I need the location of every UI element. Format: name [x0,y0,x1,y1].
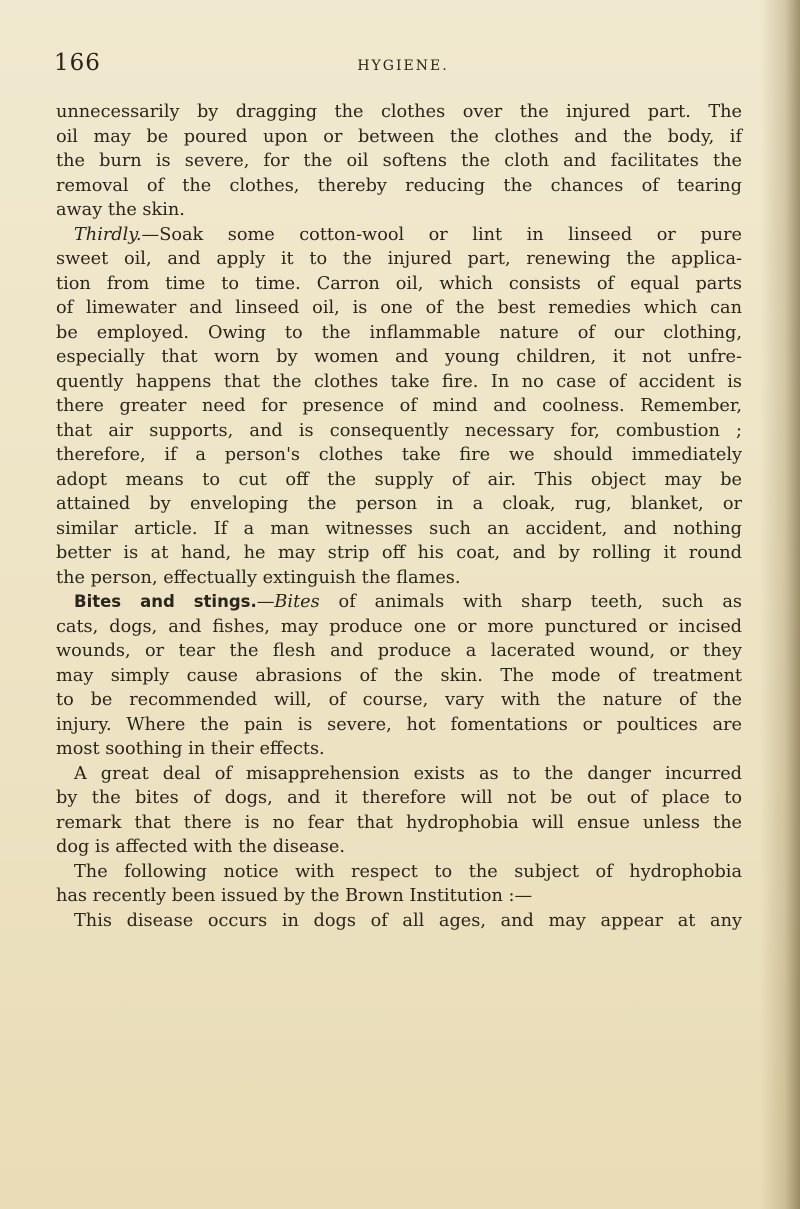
text-line: oil may be poured upon or between the clothes and the body, if [56,126,742,147]
text-line [56,590,742,615]
text-line: The following notice with respect to the subject of hydrophobia [74,861,742,882]
text-line: especially that worn by women and young children, it not unfre- [56,347,742,367]
body-text [56,100,742,933]
text-line: there greater need for presence of mind and coolness. Remember, [56,396,742,416]
page-number: 166 [54,50,101,76]
line-text: —Soak some cotton-wool or lint in linseed or pure [141,224,742,245]
text-line: better is at hand, he may strip off his coat, and by rolling it round [56,543,742,563]
text-line: most soothing in their effects. [56,739,325,759]
text-line: to be recommended will, of course, vary with the nature of the [56,690,742,710]
text-line: may simply cause abrasions of the skin. The mode of treatment [56,665,742,686]
text-line: the person, effectually extinguish the flames. [56,567,461,588]
text-line: unnecessarily by dragging the clothes over the injured part. The [56,102,742,122]
text-line: remark that there is no fear that hydrophobia will ensue unless the [56,812,742,833]
italic-lead: —Bites [256,592,320,612]
text-line: wounds, or tear the flesh and produce a lacerated wound, or they [56,641,742,661]
text-line: attained by enveloping the person in a cloak, rug, blanket, or [56,494,742,514]
text-line: injury. Where the pain is severe, hot fomentations or poultices are [56,714,742,735]
text-line: of limewater and linseed oil, is one of the best remedies which can [56,298,742,318]
text-line: quently happens that the clothes take fire. In no case of accident is [56,371,742,392]
text-line: sweet oil, and apply it to the injured part, renewing the applica- [56,249,742,269]
text-line: therefore, if a person's clothes take fire we should immediately [56,445,742,465]
text-line: be employed. Owing to the inflammable nature of our clothing, [56,322,742,343]
section-heading: Bites and stings. [74,592,257,611]
text-line: A great deal of misapprehension exists as to the danger incurred [74,763,742,784]
running-head: HYGIENE. [357,58,449,74]
text-line [56,223,742,248]
text-line: tion from time to time. Carron oil, which consists of equal parts [56,273,742,294]
text-line: cats, dogs, and fishes, may produce one or more punctured or incised [56,616,742,637]
line-text: of animals with sharp teeth, such as [319,592,742,612]
text-line: has recently been issued by the Brown Institution :— [56,886,533,906]
text-line: by the bites of dogs, and it therefore will not be out of place to [56,788,742,808]
text-line: the burn is severe, for the oil softens the cloth and facilitates the [56,151,742,171]
text-line: dog is affected with the disease. [56,837,346,857]
italic-lead: Thirdly. [74,224,142,245]
text-line: similar article. If a man witnesses such an accident, and nothing [56,518,742,539]
text-line: adopt means to cut off the supply of air. This object may be [56,469,742,490]
text-line: This disease occurs in dogs of all ages, and may appear at any [74,910,742,931]
text-line: that air supports, and is consequently necessary for, combustion ; [56,420,742,441]
text-line: removal of the clothes, thereby reducing the chances of tearing [56,175,742,196]
text-line: away the skin. [56,200,185,220]
